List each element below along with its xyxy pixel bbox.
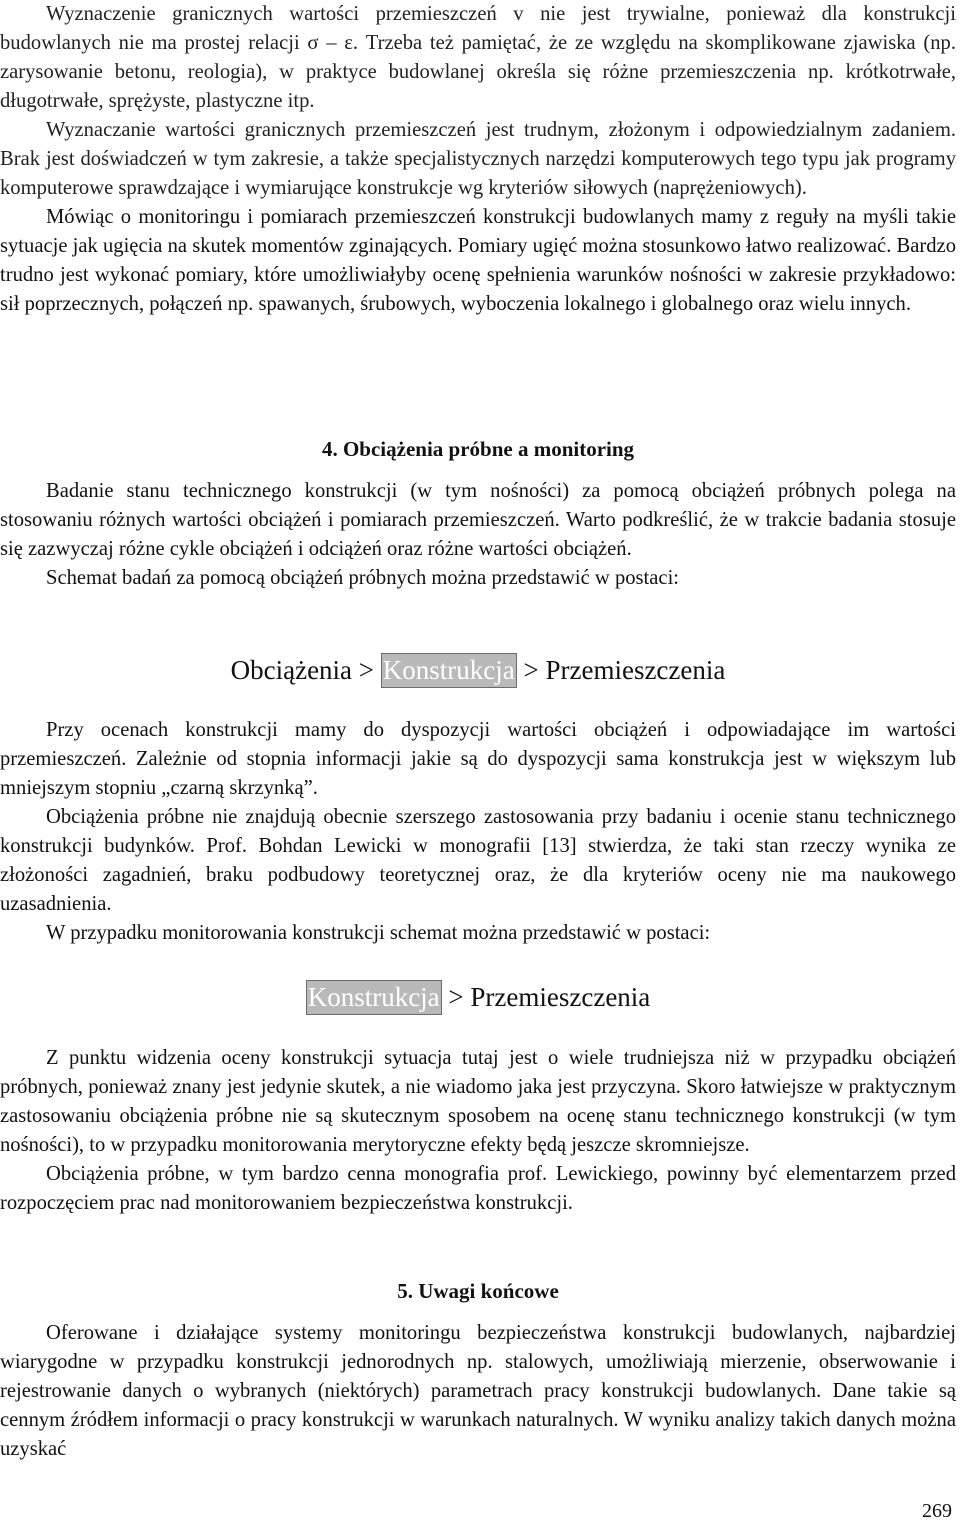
- page-number: 269: [922, 1500, 952, 1522]
- paragraph-limit-values: Wyznaczenie granicznych wartości przemieszczeń v nie jest trywialne, ponieważ dla konstrukcji budowlanych nie ma prostej relacji σ – ε. Trzeba też pamiętać, że ze względu na skomplikowane zjawiska (np. zarysowanie betonu, reologia), w praktyce budowlanej określa się różne przemieszczenia np. krótkotrwałe, długotrwałe, sprężyste, plastyczne itp.: [0, 3, 956, 112]
- formula-structure-box-2: Konstrukcja: [306, 980, 442, 1015]
- paragraph-final-remarks: Oferowane i działające systemy monitoringu bezpieczeństwa konstrukcji budowlanych, najbardziej wiarygodne w przypadku konstrukcji jednorodnych np. stalowych, umożliwiają mierzenie, obserwowanie i rejestrowanie danych o wybranych (niektórych) parametrach pracy konstrukcji budowlanych. Dane takie są cennym źródłem informacji o pracy konstrukcji w warunkach naturalnych. W wyniku analizy takich danych można uzyskać: [0, 1322, 956, 1460]
- section-5-body: [0, 1319, 956, 1464]
- formula-structure-box: Konstrukcja: [381, 653, 517, 688]
- paragraph-trial-loads: Badanie stanu technicznego konstrukcji (w tym nośności) za pomocą obciążeń próbnych polega na stosowaniu różnych wartości obciążeń i pomiarach przemieszczeń. Warto podkreślić, że w trakcie badania stosuje się zazwyczaj różne cykle obciążeń i odciążeń oraz różne wartości obciążeń.: [0, 480, 956, 560]
- paragraph-primer: Obciążenia próbne, w tym bardzo cenna monografia prof. Lewickiego, powinny być elementarzem przed rozpoczęciem prac nad monitorowaniem bezpieczeństwa konstrukcji.: [0, 1163, 956, 1214]
- paragraph-black-box: Przy ocenach konstrukcji mamy do dyspozycji wartości obciążeń i odpowiadające im wartości przemieszczeń. Zależnie od stopnia informacji jakie są do dyspozycji sama konstrukcja jest w większym lub mniejszym stopniu „czarną skrzynką”.: [0, 719, 956, 799]
- formula-loads: Obciążenia >: [230, 655, 375, 685]
- intro-paragraphs: [0, 0, 956, 319]
- section-4-body-c: [0, 1044, 956, 1218]
- formula-displacements: > Przemieszczenia: [523, 655, 726, 685]
- formula-displacements-2: > Przemieszczenia: [448, 982, 651, 1012]
- paragraph-difficulty: Wyznaczanie wartości granicznych przemieszczeń jest trudnym, złożonym i odpowiedzialnym zadaniem. Brak jest doświadczeń w tym zakresie, a także specjalistycznych narzędzi komputerowych tego typu jak programy komputerowe sprawdzające i wymiarujące konstrukcje wg kryteriów siłowych (naprężeniowych).: [0, 119, 956, 199]
- paragraph-monitoring-schema-intro: W przypadku monitorowania konstrukcji schemat można przedstawić w postaci:: [46, 922, 711, 944]
- section-4-body-b: [0, 716, 956, 948]
- section-5: [0, 1277, 956, 1306]
- paragraph-assessment-difficulty: Z punktu widzenia oceny konstrukcji sytuacja tutaj jest o wiele trudniejsza niż w przypadku obciążeń próbnych, ponieważ znany jest jedynie skutek, a nie wiadomo jaka jest przyczyna. Skoro łatwiejsze w praktycznym zastosowaniu obciążenia próbne nie są skutecznym sposobem na ocenę stanu technicznego konstrukcji (w tym nośności), to w przypadku monitorowania merytoryczne efekty będą jeszcze skromniejsze.: [0, 1047, 956, 1156]
- section-4-body-a: [0, 477, 956, 593]
- paragraph-lewicki: Obciążenia próbne nie znajdują obecnie szerszego zastosowania przy badaniu i ocenie stanu technicznego konstrukcji budynków. Prof. Bohdan Lewicki w monografii [13] stwierdza, że taki stan rzeczy wynika ze złożoności zagadnień, braku podbudowy teoretycznej oraz, że dla kryteriów oceny nie ma naukowego uzasadnienia.: [0, 806, 956, 915]
- formula-trial-load-scheme: [0, 650, 956, 690]
- paragraph-schema-intro: Schemat badań za pomocą obciążeń próbnych można przedstawić w postaci:: [46, 567, 680, 589]
- formula-monitoring-scheme: [0, 977, 956, 1017]
- section-4-heading: 4. Obciążenia próbne a monitoring: [321, 437, 635, 461]
- section-4: [0, 435, 956, 464]
- paragraph-monitoring-measurements: Mówiąc o monitoringu i pomiarach przemieszczeń konstrukcji budowlanych mamy z reguły na myśli takie sytuacje jak ugięcia na skutek momentów zginających. Pomiary ugięć można stosunkowo łatwo realizować. Bardzo trudno jest wykonać pomiary, które umożliwiałyby ocenę spełnienia warunków nośności w zakresie przykładowo: sił poprzecznych, połączeń np. spawanych, śrubowych, wyboczenia lokalnego i globalnego oraz wielu innych.: [0, 206, 956, 315]
- section-5-heading: 5. Uwagi końcowe: [397, 1279, 559, 1303]
